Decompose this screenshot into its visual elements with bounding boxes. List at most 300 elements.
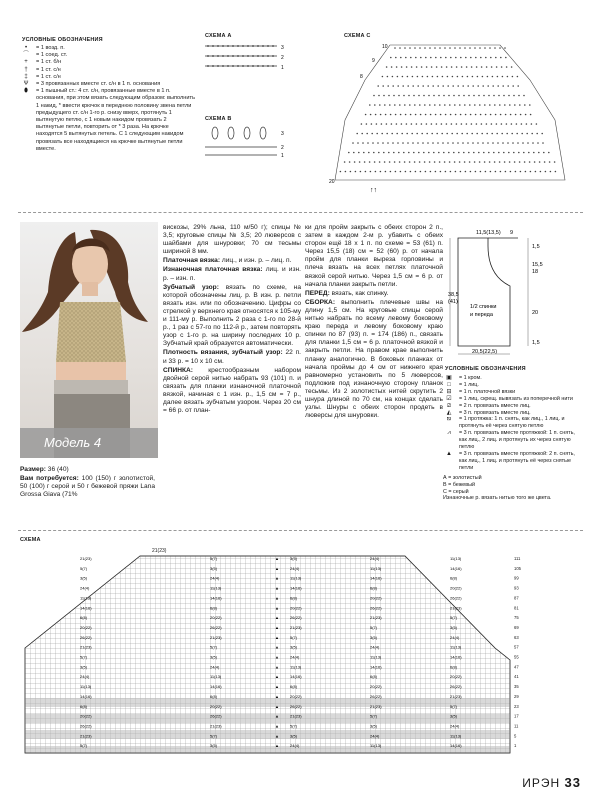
stitch-mark [469, 104, 471, 106]
stitch-mark [490, 57, 492, 59]
cross-icon: + [24, 59, 28, 66]
stitch-mark [340, 171, 342, 173]
stitch-mark [461, 66, 463, 68]
stitch-mark [530, 114, 532, 116]
stitch-mark [380, 114, 382, 116]
stitch-mark [262, 55, 264, 57]
stitch-mark [463, 95, 465, 97]
chart-count-label: 24(4) [370, 644, 380, 650]
chart-count-label: 6(8) [80, 703, 88, 709]
stitch-mark [350, 171, 352, 173]
stitch-mark [476, 133, 478, 135]
stitch-mark [492, 142, 494, 144]
stitch-mark [344, 161, 346, 163]
stitch-mark [391, 133, 393, 135]
stitch-mark [415, 171, 417, 173]
stitch-mark [232, 45, 234, 47]
stitch-mark [375, 114, 377, 116]
stitch-mark [436, 66, 438, 68]
stitch-mark [237, 65, 239, 67]
stitch-mark [456, 133, 458, 135]
stitch-mark [427, 85, 429, 87]
magazine-brand: ИРЭН [522, 776, 561, 790]
legend-item: ⌒ = 1 соед. ст. [20, 52, 195, 59]
stitch-mark [516, 123, 518, 125]
legend-item: ⩘ = 3 п. провязать вместе протяжкой: 1 п. снять, как лиц., 2 лиц. и протянуть их через снятую петлю [443, 430, 583, 451]
stitch-mark [545, 171, 547, 173]
stitch-mark [524, 161, 526, 163]
stitch-mark [509, 104, 511, 106]
stitch-mark [385, 171, 387, 173]
stitch-mark [486, 66, 488, 68]
stitch-mark [475, 57, 477, 59]
chart-count-label: 14(16) [370, 575, 382, 581]
chart-count-label: 14(16) [450, 743, 462, 749]
stitch-mark [437, 85, 439, 87]
stitch-mark [461, 133, 463, 135]
stitch-mark [521, 133, 523, 135]
scheme-c-row-20: 20 [329, 179, 335, 185]
stitch-mark [242, 65, 244, 67]
stitch-mark [227, 55, 229, 57]
stitch-mark [262, 65, 264, 67]
stitch-mark [516, 133, 518, 135]
stitch-mark [405, 114, 407, 116]
stitch-mark [457, 85, 459, 87]
stitch-mark [403, 152, 405, 154]
dim-r2: 15,5 [532, 262, 543, 268]
stitch-mark [474, 104, 476, 106]
stitch-mark [227, 65, 229, 67]
stitch-mark [464, 104, 466, 106]
stitch-mark [384, 104, 386, 106]
stitch-mark [412, 85, 414, 87]
stitch-mark [457, 142, 459, 144]
triangle-icon: ▲ [275, 585, 279, 591]
stitch-mark [479, 47, 481, 49]
stitch-mark [371, 123, 373, 125]
right-legend-title: УСЛОВНЫЕ ОБОЗНАЧЕНИЯ [445, 366, 526, 372]
stitch-mark [445, 171, 447, 173]
triangle-icon: ▲ [275, 674, 279, 680]
stitch-mark [459, 161, 461, 163]
chart-count-label: 11(13) [80, 595, 92, 601]
stitch-mark [499, 161, 501, 163]
stitch-mark [512, 76, 514, 78]
stitch-mark [507, 76, 509, 78]
chart-count-label: 26(22) [210, 713, 222, 719]
chart-count-label: 5(7) [370, 713, 378, 719]
stitch-mark [502, 142, 504, 144]
chart-title: СХЕМА [20, 537, 41, 543]
stitch-mark [507, 142, 509, 144]
stitch-mark [413, 152, 415, 154]
stitch-mark [505, 114, 507, 116]
chart-count-label: 14(16) [80, 605, 92, 611]
stitch-mark [521, 123, 523, 125]
stitch-mark [485, 57, 487, 59]
stitch-mark [510, 114, 512, 116]
stitch-mark [416, 133, 418, 135]
stitch-mark [472, 142, 474, 144]
stitch-mark [424, 161, 426, 163]
stitch-mark [431, 123, 433, 125]
legend-item: Ѱ = 3 провязанных вместе ст. с/н в 1 п. основания [20, 81, 195, 88]
stitch-mark [438, 95, 440, 97]
stitch-mark [484, 47, 486, 49]
stitch-mark [379, 104, 381, 106]
chart-count-label: 14(16) [80, 693, 92, 699]
legend-item: □ = 1 лиц. [443, 382, 583, 389]
stitch-mark [396, 66, 398, 68]
stitch-mark [485, 114, 487, 116]
legend-item: ⧄ = 2 п. провязать вместе лиц. [443, 403, 583, 410]
stitch-mark [478, 95, 480, 97]
stitch-mark [397, 85, 399, 87]
stitch-mark [536, 123, 538, 125]
chart-count-top: 21(23) [152, 548, 167, 554]
stitch-mark [444, 47, 446, 49]
stitch-mark [427, 142, 429, 144]
chart-count-label: 21(23) [370, 615, 382, 621]
stitch-mark [362, 142, 364, 144]
chart-count-label: 11(13) [80, 684, 92, 690]
stitch-mark [444, 161, 446, 163]
stitch-mark [429, 161, 431, 163]
stitch-mark [212, 55, 214, 57]
chart-count-label: 3(5) [290, 556, 298, 561]
puff-stitch-icon: ⬮ [24, 88, 28, 95]
arc-icon: ⌒ [22, 52, 29, 59]
chart-count-label: 3(5) [80, 575, 88, 581]
stitch-mark [494, 104, 496, 106]
stitch-mark [472, 76, 474, 78]
stitch-mark [382, 142, 384, 144]
chart-row-number: 23 [514, 703, 519, 709]
chart-count-label: 6(8) [210, 605, 218, 611]
chart-count-label: 26(22) [80, 634, 92, 640]
stitch-mark [470, 57, 472, 59]
stitch-mark [495, 171, 497, 173]
stitch-mark [518, 152, 520, 154]
stitch-mark [222, 65, 224, 67]
stitch-mark [382, 85, 384, 87]
stitch-mark [436, 133, 438, 135]
stitch-mark [506, 123, 508, 125]
scheme-c-row-9: 9 [372, 58, 375, 64]
chart-count-label: 3(5) [210, 565, 218, 571]
stitch-mark [378, 152, 380, 154]
dash-icon: ⊟ [446, 388, 452, 395]
stitch-mark [237, 55, 239, 57]
stitch-mark [530, 171, 532, 173]
stitch-mark [348, 152, 350, 154]
scheme-c-title: СХЕМА С [344, 33, 371, 39]
stitch-mark [425, 57, 427, 59]
stitch-mark [391, 123, 393, 125]
stitch-mark [470, 171, 472, 173]
stitch-mark [368, 152, 370, 154]
chart-count-label: 11(13) [450, 644, 462, 650]
stitch-mark [496, 133, 498, 135]
stitch-mark [371, 133, 373, 135]
stitch-mark [437, 142, 439, 144]
knitting-chart [20, 548, 572, 760]
stitch-mark [392, 85, 394, 87]
stitch-mark [387, 85, 389, 87]
chart-count-label: 3(5) [210, 743, 218, 749]
stitch-mark [372, 142, 374, 144]
stitch-mark [395, 114, 397, 116]
triangle-icon: ▲ [275, 575, 279, 581]
stitch-mark [449, 47, 451, 49]
stitch-mark [446, 123, 448, 125]
chart-count-label: 6(8) [210, 693, 218, 699]
stitch-mark [377, 142, 379, 144]
chart-row-number: 55 [514, 654, 519, 660]
stitch-mark [272, 65, 274, 67]
stitch-mark [500, 114, 502, 116]
stitch-mark [501, 133, 503, 135]
page-number: 33 [564, 775, 581, 790]
stitch-mark [401, 133, 403, 135]
chart-row-number: 57 [514, 644, 519, 650]
stitch-mark [400, 114, 402, 116]
stitch-mark [387, 142, 389, 144]
chart-count-label: 24(4) [290, 654, 300, 660]
stitch-mark [513, 152, 515, 154]
stitch-mark [414, 104, 416, 106]
scheme-b-diagram [203, 123, 288, 159]
stitch-mark [358, 152, 360, 154]
chart-count-label: 5(7) [450, 703, 458, 709]
triangle-icon: ▲ [275, 713, 279, 719]
stitch-mark [511, 66, 513, 68]
stitch-mark [452, 85, 454, 87]
stitch-mark [477, 85, 479, 87]
stitch-mark [419, 47, 421, 49]
stitch-mark [410, 57, 412, 59]
stitch-mark [439, 47, 441, 49]
chart-count-label: 20(22) [80, 713, 92, 719]
stitch-mark [462, 142, 464, 144]
stitch-mark [369, 161, 371, 163]
chart-count-label: 24(4) [290, 743, 300, 749]
stitch-mark [421, 133, 423, 135]
stitch-mark [441, 133, 443, 135]
chart-count-label: 14(16) [210, 684, 222, 690]
stitch-mark [242, 45, 244, 47]
stitch-mark [468, 152, 470, 154]
legend-item: † = 1 ст. с/н [20, 67, 195, 74]
chart-count-label: 6(8) [80, 615, 88, 621]
stitch-mark [237, 45, 239, 47]
stitch-mark [413, 95, 415, 97]
stitch-mark [476, 66, 478, 68]
chart-count-label: 5(7) [80, 654, 88, 660]
chart-count-label: 21(23) [370, 703, 382, 709]
density-heading: Плотность вязания, зубчатый узор: [163, 349, 283, 357]
stitch-mark [480, 57, 482, 59]
stitch-mark [453, 95, 455, 97]
stitch-mark [247, 55, 249, 57]
stitch-mark [489, 47, 491, 49]
triangle-icon: ▲ [275, 565, 279, 571]
stitch-mark [531, 133, 533, 135]
size-value: 36 (40) [47, 466, 69, 473]
blank-icon: □ [447, 381, 451, 388]
stitch-mark [496, 123, 498, 125]
chart-count-label: 11(13) [290, 664, 302, 670]
stitch-mark [365, 114, 367, 116]
stitch-mark [386, 133, 388, 135]
stitch-mark [399, 161, 401, 163]
stitch-mark [469, 47, 471, 49]
stitch-mark [430, 57, 432, 59]
stitch-mark [374, 161, 376, 163]
stitch-mark [404, 161, 406, 163]
stitch-mark [376, 133, 378, 135]
stitch-mark [538, 152, 540, 154]
stitch-mark [422, 85, 424, 87]
chart-row-number: 99 [514, 575, 519, 581]
stitch-mark [387, 76, 389, 78]
chart-count-label: 26(22) [290, 703, 302, 709]
front-heading: ПЕРЕД: [305, 289, 330, 297]
stitch-mark [513, 95, 515, 97]
stitch-mark [506, 66, 508, 68]
stitch-mark [445, 114, 447, 116]
stitch-mark [528, 152, 530, 154]
stitch-mark [383, 152, 385, 154]
chart-count-label: 14(16) [290, 674, 302, 680]
stitch-mark [515, 114, 517, 116]
stitch-mark [467, 76, 469, 78]
triangle-icon: ▲ [275, 624, 279, 630]
stitch-mark [432, 85, 434, 87]
stitch-mark [409, 47, 411, 49]
chart-row-number: 29 [514, 693, 519, 699]
stitch-mark [436, 123, 438, 125]
stitch-mark [479, 104, 481, 106]
stitch-mark [451, 133, 453, 135]
chart-row-number: 35 [514, 684, 519, 690]
stitch-mark [514, 161, 516, 163]
stitch-mark [376, 123, 378, 125]
stitch-mark [539, 161, 541, 163]
chart-count-label: 20(22) [450, 674, 462, 680]
stitch-mark [257, 55, 259, 57]
chart-count-label: 5(7) [450, 615, 458, 621]
materials-continued: вискозы, 29% льна, 110 м/50 г); спицы № 3,5; круговые спицы № 3,5; 20 люверсов с шайбами для шнуровки; 70 см тесьмы шириной 8 мм. [163, 224, 301, 256]
triangle-icon: ▲ [275, 664, 279, 670]
stitch-mark [431, 66, 433, 68]
stitch-mark [414, 47, 416, 49]
dim-top-right: 9 [510, 230, 514, 236]
legend-item: ▣ = 1 кром. [443, 375, 583, 382]
stitch-mark [482, 76, 484, 78]
chart-row-number: 75 [514, 615, 519, 621]
backslash-icon: ⧅ [447, 416, 451, 423]
stitch-mark [407, 76, 409, 78]
stitch-mark [227, 45, 229, 47]
stitch-mark [550, 171, 552, 173]
legend-item: ☑ = 1 лиц. скрещ. вывязать из поперечной нити [443, 396, 583, 403]
chart-row-number: 17 [514, 713, 519, 719]
stitch-mark [493, 152, 495, 154]
stitch-mark [454, 104, 456, 106]
chart-row-number: 5 [514, 733, 517, 739]
stitch-mark [526, 123, 528, 125]
stitch-mark [366, 123, 368, 125]
stitch-mark [525, 114, 527, 116]
stitch-mark [450, 171, 452, 173]
scheme-c-diagram [330, 40, 575, 195]
stitch-mark [408, 95, 410, 97]
stitch-mark [480, 114, 482, 116]
stitch-mark [412, 76, 414, 78]
stitch-mark [496, 66, 498, 68]
chart-count-label: 24(4) [370, 733, 380, 739]
triangle-icon: ▲ [275, 644, 279, 650]
stitch-mark [433, 152, 435, 154]
stitch-mark [432, 142, 434, 144]
stitch-mark [363, 152, 365, 154]
chart-count-label: 24(4) [80, 585, 90, 591]
stitch-mark [487, 85, 489, 87]
stitch-mark [474, 161, 476, 163]
chart-count-label: 20(22) [80, 624, 92, 630]
stitch-mark [483, 152, 485, 154]
chart-count-label: 5(7) [290, 723, 298, 729]
stitch-mark [401, 66, 403, 68]
stitch-mark [451, 123, 453, 125]
stitch-mark [394, 104, 396, 106]
stitch-mark [393, 95, 395, 97]
chart-row-number: 11 [514, 723, 519, 729]
dot-icon: • [24, 45, 28, 51]
stitch-mark [217, 55, 219, 57]
stitch-mark [523, 95, 525, 97]
stitch-mark [549, 161, 551, 163]
stitch-mark [267, 55, 269, 57]
stitch-mark [444, 104, 446, 106]
stitch-mark [477, 142, 479, 144]
stitch-mark [446, 133, 448, 135]
stitch-mark [257, 65, 259, 67]
stitch-mark [477, 76, 479, 78]
stitch-mark [382, 76, 384, 78]
chart-count-label: 5(7) [290, 634, 298, 640]
stitch-mark [207, 55, 209, 57]
chart-row-number: 87 [514, 595, 519, 601]
stitch-mark [452, 142, 454, 144]
stitch-mark [544, 161, 546, 163]
chart-count-label: 20(22) [290, 605, 302, 611]
chart-count-label: 26(22) [370, 605, 382, 611]
stitch-mark [505, 171, 507, 173]
stitch-mark [440, 171, 442, 173]
stitch-mark [517, 85, 519, 87]
stitch-mark [481, 123, 483, 125]
stitch-mark [352, 142, 354, 144]
stitch-mark [470, 114, 472, 116]
stitch-mark [427, 76, 429, 78]
stitch-mark [422, 76, 424, 78]
stitch-mark [475, 114, 477, 116]
dim-top-left: 11,5(13,5) [476, 230, 501, 236]
stitch-mark [430, 171, 432, 173]
